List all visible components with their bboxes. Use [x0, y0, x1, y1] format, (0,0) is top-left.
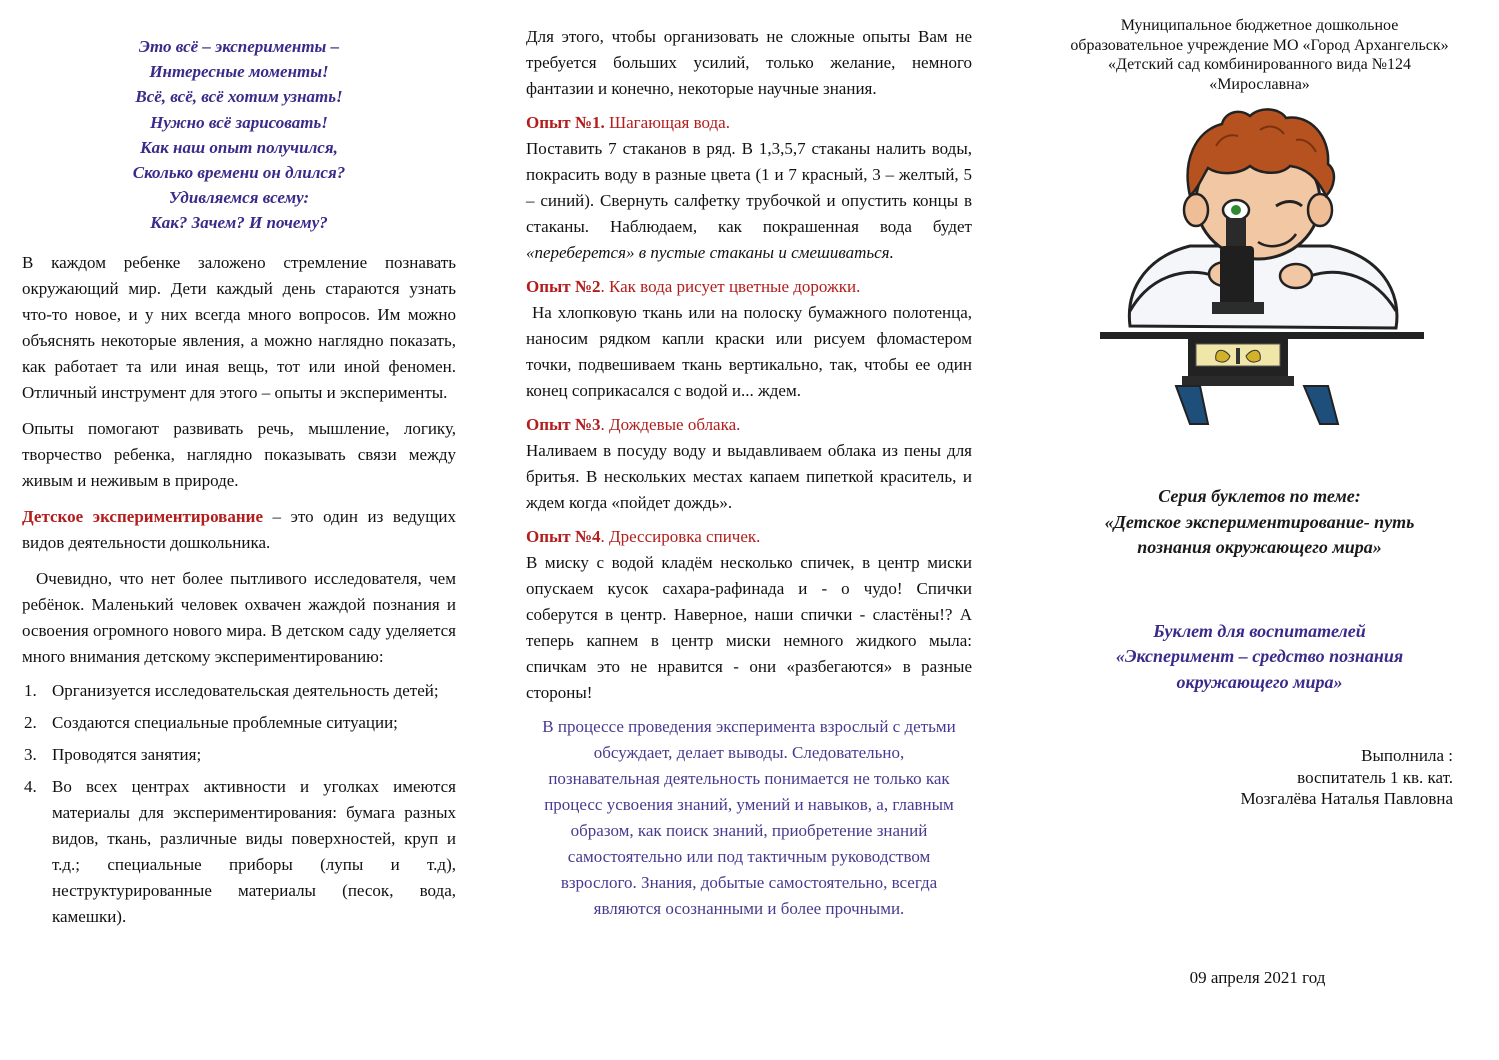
- list-item: [22, 774, 456, 930]
- experiment-4-title: . Дрессировка спичек.: [600, 527, 761, 546]
- experiment-4-text: В миску с водой кладём несколько спичек, в центр миски опускаем кусок сахара-рафинада и - о чудо! Спички соберутся в центр. Наверное, наши спички - сластёны!? А теперь капнем в центр миски немного жидкого мыла: спичкам это не нравится - они «разбегаются» в разные стороны!: [526, 553, 972, 702]
- list-number: 4.: [24, 776, 37, 796]
- booklet-line: Буклет для воспитателей: [1153, 620, 1366, 641]
- experiment-1-label: Опыт №1.: [526, 113, 605, 132]
- series-line: Серия буклетов по теме:: [1158, 486, 1361, 506]
- institution-line: «Мирославна»: [1209, 75, 1310, 93]
- skills-paragraph: Опыты помогают развивать речь, мышление, логику, творчество ребенка, наглядно показывать связи между живым и неживым в природе.: [22, 418, 456, 490]
- conclusion-note: В процессе проведения эксперимента взрослый с детьми обсуждает, делает выводы. Следовательно, познавательная деятельность понимается не только как процесс усвоения знаний, умений и навыков, а, главным образом, как поиск знаний, приобретение знаний самостоятельно или под тактичным руководством взрослого. Знания, добытые самостоятельно, всегда являются осознанными и более прочными.: [542, 717, 956, 918]
- author-line: Выполнила :: [1361, 746, 1453, 765]
- author-block: [1040, 745, 1479, 810]
- experiment-2-title: . Как вода рисует цветные дорожки.: [600, 277, 861, 296]
- list-number: 1.: [24, 680, 37, 700]
- poem-line: Как? Зачем? И почему?: [150, 213, 328, 233]
- poem-line: Нужно всё зарисовать!: [150, 112, 328, 132]
- list-text: Проводятся занятия;: [52, 744, 202, 764]
- poem-line: Всё, всё, всё хотим узнать!: [135, 87, 343, 107]
- experiment-3-title: . Дождевые облака.: [600, 415, 741, 434]
- institution-line: образовательное учреждение МО «Город Архангельск»: [1070, 36, 1449, 54]
- institution-line: «Детский сад комбинированного вида №124: [1108, 56, 1411, 73]
- poem: [22, 34, 456, 236]
- experiments-intro: Для этого, чтобы организовать не сложные опыты Вам не требуется больших усилий, только желание, немного фантазии и конечно, некоторые научные знания.: [526, 27, 972, 98]
- left-panel: [0, 0, 480, 1060]
- list-item: [22, 742, 456, 768]
- definition-term: Детское экспериментирование: [22, 506, 263, 526]
- poem-line: Интересные моменты!: [149, 62, 329, 82]
- activities-list: [22, 678, 456, 930]
- list-number: 2.: [24, 712, 37, 732]
- author-line: воспитатель 1 кв. кат.: [1297, 767, 1453, 787]
- intro-paragraph: В каждом ребенке заложено стремление познавать окружающий мир. Дети каждый день стараются узнать что-то новое, и у них всегда много вопросов. Им можно объяснять некоторые явления, а можно наглядно показать, как работает та или иная вещь, тот или иной феномен. Отличный инструмент для этого – опыты и эксперименты.: [22, 252, 456, 402]
- curiosity-paragraph: Очевидно, что нет более пытливого исследователя, чем ребёнок. Маленький человек охвачен жаждой познания и освоения огромного нового мира. В детском саду уделяется много внимания детскому экспериментированию:: [22, 568, 456, 666]
- series-line: «Детское экспериментирование- путь: [1104, 511, 1415, 532]
- poem-line: Удивляемся всему:: [168, 188, 310, 208]
- publication-date: 09 апреля 2021 год: [1189, 967, 1326, 987]
- experiment-1-body-italic: «переберется» в пустые стаканы и смешиваться.: [526, 243, 894, 262]
- experiment-2-text: На хлопковую ткань или на полоску бумажного полотенца, наносим рядком капли краски или рисуем фломастером точки, подвешиваем ткань вертикально, так, чтобы ее один конец соприкасался с водой и... ждем.: [526, 303, 972, 400]
- experiment-4-label: Опыт №4: [526, 527, 601, 546]
- definition-text: – это один из ведущих видов деятельности дошкольника.: [22, 506, 456, 552]
- list-item: [22, 710, 456, 736]
- series-line: познания окружающего мира»: [1137, 537, 1382, 557]
- experiment-3-heading: [526, 412, 972, 438]
- experiment-4-heading: [526, 524, 972, 550]
- author-line: Мозгалёва Наталья Павловна: [1240, 789, 1453, 808]
- list-item: [22, 678, 456, 704]
- booklet-line: окружающего мира»: [1176, 671, 1343, 692]
- booklet-line: «Эксперимент – средство познания: [1115, 646, 1404, 666]
- definition-paragraph: [22, 504, 456, 556]
- cover-panel: [1020, 0, 1499, 1060]
- scientist-boy-illustration: [1090, 106, 1430, 436]
- experiment-3-label: Опыт №3: [526, 415, 601, 434]
- list-number: 3.: [24, 744, 37, 764]
- experiment-1-title: Шагающая вода.: [604, 113, 730, 132]
- series-title: [1040, 484, 1479, 561]
- experiment-2-heading: [526, 274, 972, 300]
- experiment-1-text: [526, 136, 972, 266]
- poem-line: Сколько времени он длился?: [132, 163, 346, 183]
- list-text: Во всех центрах активности и уголках имеются материалы для экспериментирования: бумага разных видов, ткань, различные виды поверхностей, круп и т.д.; специальные приборы (лупы и т.д), неструктурированные материалы (песок, вода, камешки).: [52, 776, 456, 926]
- institution-name: [1040, 16, 1479, 94]
- booklet-title: [1040, 619, 1479, 696]
- experiment-3-text: Наливаем в посуду воду и выдавливаем облака из пены для бритья. В нескольких местах капаем пипеткой краситель, и ждем когда «пойдет дождь».: [526, 441, 972, 512]
- list-text: Организуется исследовательская деятельность детей;: [52, 680, 439, 700]
- experiment-1-body: Поставить 7 стаканов в ряд. В 1,3,5,7 стаканы налить воды, покрасить воду в разные цвета (1 и 7 красный, 3 – желтый, 5 – синий). Свернуть салфетку трубочкой и опустить концы в стаканы. Наблюдаем, как покрашенная вода будет: [526, 139, 972, 236]
- list-text: Создаются специальные проблемные ситуации;: [52, 712, 398, 732]
- microscope-boy-icon: [1090, 106, 1430, 436]
- poem-line: Как наш опыт получился,: [140, 137, 338, 157]
- experiment-2-label: Опыт №2: [526, 277, 601, 296]
- institution-line: Муниципальное бюджетное дошкольное: [1120, 17, 1399, 34]
- middle-panel: [500, 0, 1000, 1060]
- poem-line: Это всё – эксперименты –: [138, 37, 340, 56]
- experiment-1-heading: [526, 110, 972, 136]
